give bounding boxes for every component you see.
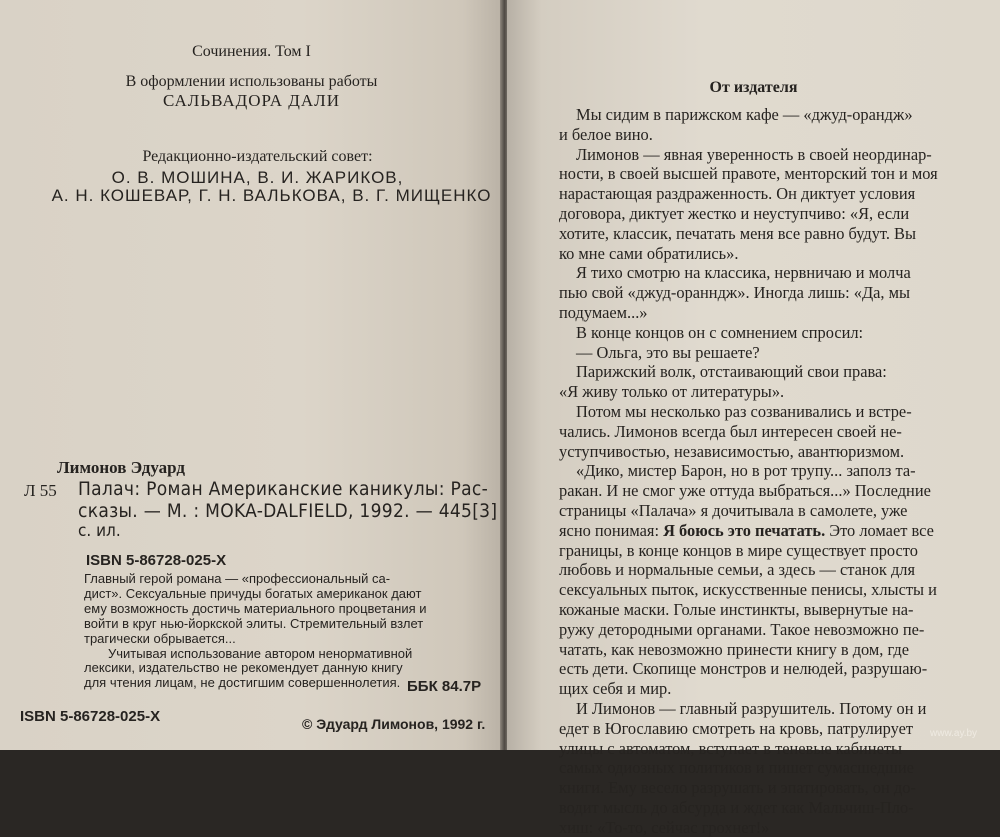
annotation-line: Главный герой романа — «профессиональный са- — [84, 571, 391, 586]
right-page — [507, 0, 1000, 837]
text-line — [559, 105, 989, 125]
text-line — [559, 560, 989, 580]
volume-label: Сочинения. Том I — [192, 43, 311, 60]
text-line — [559, 422, 989, 442]
text-line-content: пью свой «джуд-оранндж». Иногда лишь: «Да, мы — [559, 283, 910, 303]
text-line-content: чатать, как невозможно принести книгу в дом, где — [559, 639, 910, 659]
text-line-content: Потом мы несколько раз созванивались и встре- — [576, 401, 912, 421]
text-line-content: ружу детородными органами. Такое невозможно пе- — [559, 619, 925, 639]
text-line — [559, 145, 989, 165]
watermark: www.ay.by — [930, 728, 978, 739]
text-line — [559, 303, 989, 323]
text-line — [559, 521, 989, 541]
publisher-note-text — [559, 105, 989, 837]
text-line-content: В конце концов он с сомнением спросил: — [576, 322, 864, 342]
text-line-content: Парижский волк, отстаивающий свои права: — [576, 362, 887, 382]
text-line — [559, 481, 989, 501]
text-line-content: подумаем...» — [559, 302, 648, 322]
annotation-line: дист». Сексуальные причуды богатых американок дают — [84, 585, 422, 601]
artist-name: САЛЬВАДОРА ДАЛИ — [163, 91, 340, 110]
text-line-content: границы, в конце концов в мире существует просто — [559, 540, 918, 560]
text-line — [559, 263, 989, 283]
text-line — [559, 343, 989, 363]
annotation-line: для чтения лицам, не достигшим совершеннолетия. — [84, 675, 401, 691]
text-line — [559, 125, 989, 145]
text-line-content: любовь и нормальные семьи, а здесь — станок для — [559, 560, 916, 580]
editorial-council-label: Редакционно-издательский совет: — [142, 148, 373, 165]
annotation-line: Учитывая использование автором ненормативной — [108, 645, 413, 661]
text-line-content: сексуальных пыток, искусственные пенисы, хлысты и — [559, 580, 937, 600]
emphasized-phrase: Я боюсь это печатать. — [663, 520, 826, 540]
bibliographic-line-1: Палач: Роман Американские каникулы: Рас- — [78, 478, 489, 500]
text-line-content: книги. Ему весело разрушать и эпатировать, он до- — [559, 778, 916, 798]
council-members-line-1: О. В. МОШИНА, В. И. ЖАРИКОВ, — [111, 168, 404, 187]
text-line-content: Мы сидим в парижском кафе — «джуд-орандж» — [576, 105, 913, 124]
text-line — [559, 204, 989, 224]
text-line — [559, 541, 989, 561]
bibliographic-line-2: сказы. — М. : MOKA-DALFIELD, 1992. — 445[3] — [78, 500, 498, 522]
copyright-line: © Эдуард Лимонов, 1992 г. — [302, 716, 486, 732]
bbk-code: ББК 84.7Р — [407, 678, 482, 695]
text-line — [559, 224, 989, 244]
annotation-line: лексики, издательство не рекомендует данную книгу — [84, 660, 403, 676]
text-line — [559, 798, 989, 818]
text-line — [559, 739, 989, 759]
annotation — [84, 572, 468, 691]
bibliographic-line-3: с. ил. — [78, 521, 121, 541]
text-line-content: кожаные маски. Голые инстинкты, вывернутые на- — [559, 599, 914, 619]
design-credit-line: В оформлении использованы работы — [125, 73, 378, 90]
text-line — [559, 699, 989, 719]
text-line — [559, 659, 989, 679]
text-line-content: Я тихо смотрю на классика, нервничаю и молча — [576, 263, 911, 283]
text-line-content: уступчивостью, независимостью, авантюризмом. — [559, 441, 905, 461]
text-line-content: водит мысль до абсурда и ждет как Мальчиш-Пло- — [559, 797, 914, 817]
text-line — [559, 323, 989, 343]
text-line — [559, 778, 989, 798]
text-line — [559, 442, 989, 462]
text-line-content: хиш: «То-то, сейчас грохнет!» — [559, 817, 770, 837]
text-line-content: ясно понимая: — [559, 520, 664, 540]
text-line-content: Лимонов — явная уверенность в своей неординар- — [576, 144, 932, 164]
text-line — [559, 362, 989, 382]
left-page — [0, 0, 503, 750]
text-line-content: самых одиозных политиков и пишет сумасшедшие — [559, 758, 914, 778]
text-line — [559, 600, 989, 620]
text-line — [559, 184, 989, 204]
text-line-continuation: Это ломает все — [825, 520, 934, 540]
text-line — [559, 164, 989, 184]
text-line-content: есть дети. Скопище монстров и нелюдей, разрушаю- — [559, 659, 928, 679]
text-line-content: — Ольга, это вы решаете? — [576, 342, 760, 362]
text-line — [559, 640, 989, 660]
text-line — [559, 719, 989, 739]
text-line-content: И Лимонов — главный разрушитель. Потому он и — [576, 698, 927, 718]
text-line-content: улицы с автоматом, вступает в теневые кабинеты — [559, 738, 903, 758]
text-line-content: едет в Югославию смотреть на кровь, патрулирует — [559, 718, 914, 738]
text-line — [559, 580, 989, 600]
text-line-content: договора, диктует жестко и неуступчиво: «Я, если — [559, 203, 910, 223]
bbk-index: Л 55 — [24, 481, 57, 500]
text-line-content: ракан. И не смог уже оттуда выбраться...» Последние — [559, 481, 931, 501]
isbn-bottom: ISBN 5-86728-025-X — [20, 708, 161, 725]
text-line — [559, 461, 989, 481]
text-line-content: и белое вино. — [559, 124, 653, 144]
isbn-top: ISBN 5-86728-025-X — [86, 552, 227, 569]
text-line-content: щих себя и мир. — [559, 679, 672, 699]
annotation-line: ему возможность достичь материального процветания и — [84, 600, 427, 616]
text-line — [559, 679, 989, 699]
text-line — [559, 758, 989, 778]
section-heading: От издателя — [709, 79, 798, 96]
text-line — [559, 402, 989, 422]
text-line-content: ности, в своей высшей правоте, менторский тон и моя — [559, 164, 938, 184]
annotation-line: войти в круг нью-йоркской элиты. Стремительный взлет — [84, 615, 424, 631]
text-line-content: «Я живу только от литературы». — [559, 382, 785, 402]
council-members-line-2: А. Н. КОШЕВАР, Г. Н. ВАЛЬКОВА, В. Г. МИЩЕНКО — [51, 186, 492, 205]
text-line — [559, 501, 989, 521]
annotation-line: трагически обрывается... — [84, 630, 236, 646]
text-line — [559, 244, 989, 264]
text-line-content: нарастающая раздраженность. Он диктует условия — [559, 184, 916, 204]
author-name: Лимонов Эдуард — [57, 458, 185, 477]
text-line-content: хотите, классик, печатать меня все равно будут. Вы — [559, 223, 916, 243]
text-line — [559, 283, 989, 303]
text-line-content: ко мне сами обратились». — [559, 243, 739, 263]
text-line — [559, 818, 989, 837]
text-line-content: «Дико, мистер Барон, но в рот трупу... заполз та- — [576, 461, 916, 481]
text-line — [559, 620, 989, 640]
text-line-content: страницы «Палача» я дочитывала в самолете, уже — [559, 500, 908, 520]
text-line — [559, 382, 989, 402]
text-line-content: чались. Лимонов всегда был интересен своей не- — [559, 421, 902, 441]
